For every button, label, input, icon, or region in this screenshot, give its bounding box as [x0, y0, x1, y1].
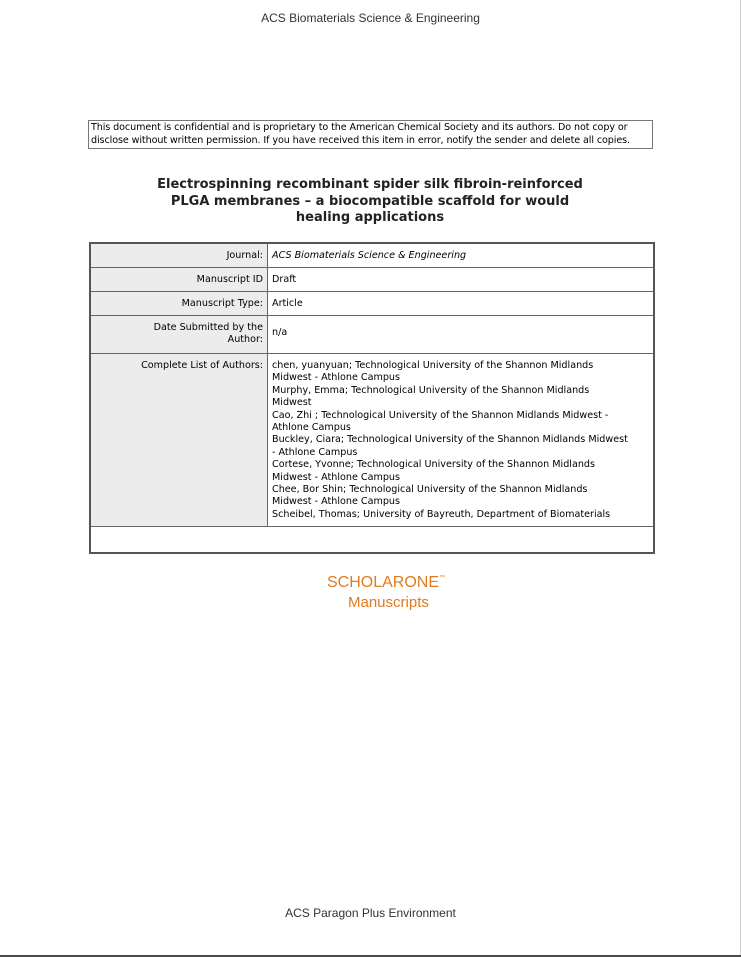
manuscripts-logo-text: Manuscripts [348, 594, 429, 611]
author-line: Chee, Bor Shin; Technological University of the Shannon Midlands [272, 484, 588, 496]
table-row [90, 268, 654, 292]
author-line: Midwest [272, 397, 312, 409]
journal-label: Journal: [90, 243, 268, 268]
date-label-line: Date Submitted by the [153, 322, 263, 333]
empty-cell [90, 527, 654, 554]
author-line: Murphy, Emma; Technological University of the Shannon Midlands [272, 384, 590, 396]
author-line: Cortese, Yvonne; Technological University of the Shannon Midlands [272, 459, 596, 471]
manuscript-type-value: Article [268, 292, 655, 316]
authors-label: Complete List of Authors: [90, 354, 268, 527]
date-submitted-value: n/a [268, 316, 655, 354]
scholarone-logo-text: SCHOLARONE [327, 574, 440, 591]
trademark-symbol: ™ [439, 575, 446, 581]
author-line: - Athlone Campus [272, 446, 358, 458]
journal-value: ACS Biomaterials Science & Engineering [268, 243, 655, 268]
date-submitted-label [90, 316, 268, 354]
scholarone-logo [327, 574, 445, 592]
journal-header: ACS Biomaterials Science & Engineering [261, 11, 480, 25]
author-line: Midwest - Athlone Campus [272, 471, 400, 483]
authors-list [268, 354, 655, 527]
author-line: Buckley, Ciara; Technological University of the Shannon Midlands Midwest [272, 434, 628, 446]
table-row [90, 292, 654, 316]
title-line: Electrospinning recombinant spider silk fibroin-reinforced [157, 177, 583, 192]
manuscript-id-label: Manuscript ID [90, 268, 268, 292]
title-line: PLGA membranes – a biocompatible scaffold for would [170, 193, 570, 209]
author-line: Scheibel, Thomas; University of Bayreuth, Department of Biomaterials [272, 508, 611, 520]
table-row [90, 354, 654, 527]
title-line: healing applications [295, 210, 445, 225]
manuscript-id-value: Draft [268, 268, 655, 292]
manuscript-title [120, 177, 620, 227]
author-line: Midwest - Athlone Campus [272, 496, 400, 508]
table-row [90, 316, 654, 354]
author-line: Athlone Campus [272, 422, 351, 434]
author-line: Midwest - Athlone Campus [272, 372, 400, 384]
manuscript-info-table [89, 242, 655, 554]
manuscript-type-label: Manuscript Type: [90, 292, 268, 316]
table-row [90, 527, 654, 554]
author-line: chen, yuanyuan; Technological University of the Shannon Midlands [272, 360, 594, 371]
confidential-notice: This document is confidential and is proprietary to the American Chemical Society and its authors. Do not copy or disclose without written permission. If you have received this item in error, notify the sender and delete all copies. [88, 120, 653, 149]
table-row [90, 243, 654, 268]
footer: ACS Paragon Plus Environment [285, 906, 456, 920]
author-line: Cao, Zhi ; Technological University of the Shannon Midlands Midwest - [272, 409, 609, 421]
date-label-line: Author: [227, 334, 263, 346]
